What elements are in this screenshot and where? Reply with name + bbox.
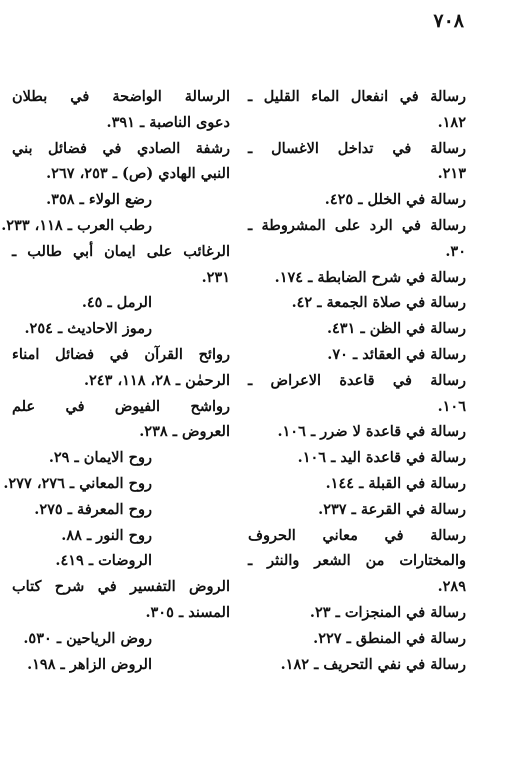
index-entry <box>1 213 230 239</box>
index-entry <box>248 600 466 626</box>
index-entry-heading: رسالة في قاعدة لا ضرر ـ ١٠٦. <box>277 423 466 441</box>
index-entry-continuation: ٢٣١. <box>201 268 230 286</box>
index-column-left <box>1 84 230 677</box>
index-entry-heading: روح الايمان ـ ٢٩. <box>48 449 152 467</box>
index-entry <box>12 316 230 342</box>
index-entry-heading: الروض الزاهر ـ ١٩٨. <box>27 655 152 673</box>
index-entry <box>12 523 230 549</box>
index-entry <box>12 652 230 678</box>
index-entry-heading: رضع الولاء ـ ٣٥٨. <box>46 191 152 209</box>
index-entry <box>248 213 466 265</box>
index-entry-heading: رسالة في الخلل ـ ٤٢٥. <box>324 191 466 209</box>
index-entry <box>12 342 230 394</box>
index-entry-continuation: الرحمٰن ـ ٢٨، ١١٨، ٢٤٣. <box>83 371 230 389</box>
index-entry-heading: رسالة في نفي التحريف ـ ١٨٢. <box>280 655 466 673</box>
index-entry-continuation: العروض ـ ٢٣٨. <box>139 423 230 441</box>
index-entry-heading: روائح القرآن في فضائل امناء <box>12 345 230 363</box>
index-entry <box>12 626 230 652</box>
index-entry <box>12 239 230 291</box>
index-entry-heading: رسالة في معاني الحروف <box>248 526 466 544</box>
index-entry <box>12 497 230 523</box>
index-entry-heading: الروضات ـ ٤١٩. <box>55 552 152 570</box>
index-entry-heading: رموز الاحاديث ـ ٢٥٤. <box>24 320 152 338</box>
index-entry <box>12 187 230 213</box>
index-entry <box>248 316 466 342</box>
index-entry <box>248 497 466 523</box>
index-entry <box>248 523 466 600</box>
index-entry <box>248 626 466 652</box>
index-entry <box>248 84 466 136</box>
index-entry <box>12 136 230 188</box>
index-entry-heading: رشفة الصادي في فضائل بني <box>12 139 230 157</box>
index-entry <box>248 265 466 291</box>
index-entry-heading: رسالة في قاعدة اليد ـ ١٠٦. <box>297 449 466 467</box>
index-entry <box>12 548 230 574</box>
index-entry-heading: رسالة في العقائد ـ ٧٠. <box>327 345 466 363</box>
page-number: ٧٠٨ <box>433 10 464 32</box>
index-entry <box>248 419 466 445</box>
index-entry-continuation: ٣٠. <box>445 242 466 260</box>
index-entry-heading: روح المعرفة ـ ٢٧٥. <box>34 500 152 518</box>
index-entry-heading: رسالة في القبلة ـ ١٤٤. <box>325 474 466 492</box>
index-entry <box>248 342 466 368</box>
index-entry-heading: روح النور ـ ٨٨. <box>61 526 152 544</box>
index-entry-continuation: ٢٨٩. <box>437 578 466 596</box>
index-entry-continuation: دعوى الناصبة ـ ٣٩١. <box>106 113 230 131</box>
index-entry-heading: الروض التفسير في شرح كتاب <box>12 578 230 596</box>
index-entry-heading: رسالة في شرح الضابطة ـ ١٧٤. <box>274 268 466 286</box>
index-entry-continuation: المسند ـ ٣٠٥. <box>145 603 230 621</box>
index-entry <box>248 471 466 497</box>
index-entry <box>248 368 466 420</box>
index-entry-heading: رسالة في صلاة الجمعة ـ ٤٢. <box>291 294 466 312</box>
index-entry <box>248 187 466 213</box>
index-entry-heading: رواشح الفيوض في علم <box>12 397 230 415</box>
index-entry <box>248 652 466 678</box>
index-entry <box>12 394 230 446</box>
index-entry-continuation: ١٠٦. <box>437 397 466 415</box>
index-entry-heading: رسالة في انفعال الماء القليل ـ <box>248 88 466 105</box>
index-entry <box>3 471 230 497</box>
index-entry-heading: رسالة في قاعدة الاعراض ـ <box>248 371 466 389</box>
index-entry-heading: الرمل ـ ٤٥. <box>81 294 152 312</box>
index-entry-heading: رسالة في المنطق ـ ٢٢٧. <box>313 629 466 647</box>
index-entry-heading: رسالة في الظن ـ ٤٣١. <box>326 320 466 338</box>
index-entry-heading: الرغائب على ايمان أبي طالب ـ <box>12 242 230 260</box>
index-entry-heading: رسالة في المنجزات ـ ٢٣. <box>309 603 466 621</box>
index-entry-heading: رسالة في تداخل الاغسال ـ <box>248 139 466 157</box>
index-entry-continuation: النبي الهادي (ص) ـ ٢٥٣، ٢٦٧. <box>46 165 230 183</box>
index-entry <box>12 445 230 471</box>
index-entry <box>248 445 466 471</box>
index-entry-continuation: والمختارات من الشعر والنثر ـ <box>248 552 466 570</box>
index-entry-continuation: ٢١٣. <box>437 165 466 183</box>
index-entry <box>12 574 230 626</box>
index-entry-heading: رطب العرب ـ ١١٨، ٢٣٣. <box>1 216 152 234</box>
index-entry-heading: رسالة في الرد على المشروطة ـ <box>248 216 466 234</box>
index-entry-continuation: ١٨٢. <box>437 113 466 131</box>
index-entry-heading: روح المعاني ـ ٢٧٦، ٢٧٧. <box>3 474 152 492</box>
index-entry-heading: روض الرياحين ـ ٥٣٠. <box>23 629 152 647</box>
index-entry-heading: رسالة في القرعة ـ ٢٣٧. <box>318 500 466 518</box>
index-entry <box>248 290 466 316</box>
index-column-right <box>248 84 466 677</box>
index-entry-heading: الرسالة الواضحة في بطلان <box>12 88 230 105</box>
index-entry <box>12 84 230 136</box>
index-entry <box>248 136 466 188</box>
index-entry <box>12 290 230 316</box>
